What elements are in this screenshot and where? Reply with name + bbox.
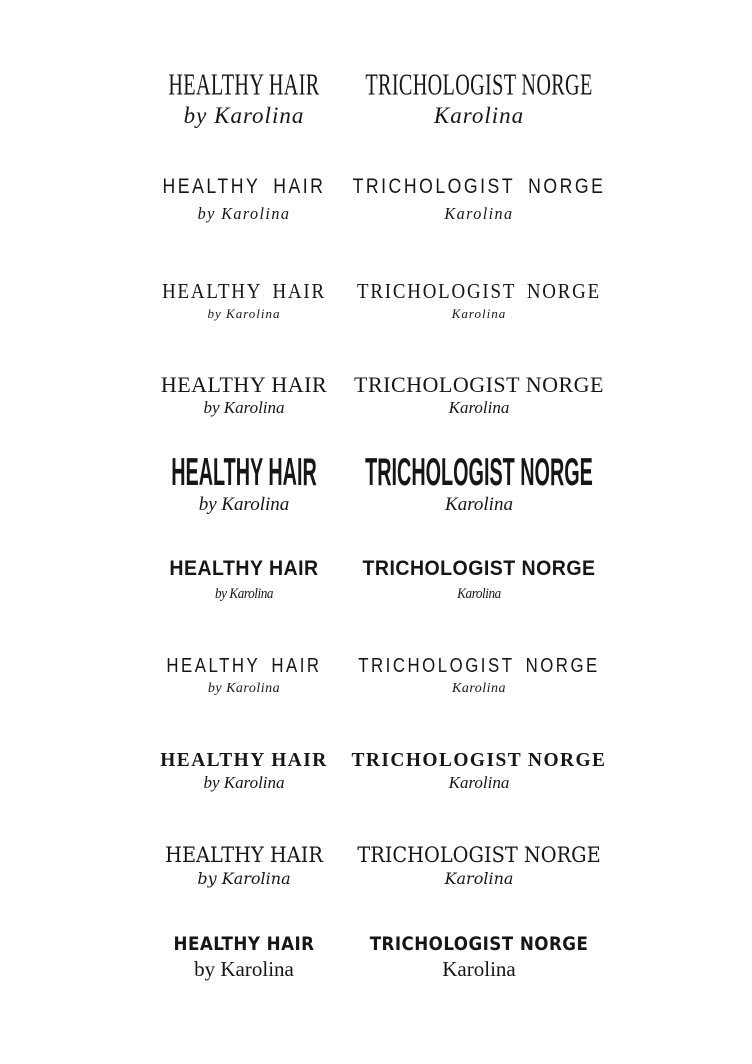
logo-trichologist-variant-10 [355, 935, 603, 980]
logo-sub-text: by Karolina [203, 773, 285, 792]
logo-sub-text: Karolina [457, 586, 501, 602]
logo-sub-text: by Karolina [197, 869, 291, 888]
logo-main-text: TRICHOLOGIST NORGE [357, 843, 601, 867]
logo-sub-text: Karolina [445, 494, 513, 515]
logo-main-text: HEALTHY HAIR [169, 557, 319, 580]
logo-sub-text: Karolina [448, 773, 510, 792]
logo-main-text: HEALTHY HAIR [160, 749, 328, 771]
logo-trichologist-variant-3 [343, 281, 614, 320]
logo-sub-text: Karolina [444, 869, 514, 888]
logo-main-text: TRICHOLOGIST NORGE [357, 279, 601, 303]
logo-main-text: TRICHOLOGIST NORGE [358, 655, 600, 677]
logo-sub-text: Karolina [451, 306, 507, 321]
logo-main-text: HEALTHY HAIR [165, 843, 323, 867]
logo-main-text: TRICHOLOGIST NORGE [362, 557, 596, 580]
logo-sub-text: by Karolina [198, 494, 290, 515]
logo-sub-text: by Karolina [203, 398, 285, 417]
logo-main-text: HEALTHY HAIR [162, 279, 326, 303]
logo-main-text: TRICHOLOGIST NORGE [352, 175, 606, 198]
logo-trichologist-variant-1 [321, 68, 637, 128]
logo-main-text: HEALTHY HAIR [173, 933, 315, 955]
logo-sub-text: by Karolina [194, 957, 294, 981]
logo-healthy-hair-variant-10 [164, 935, 324, 980]
logo-sub-text: Karolina [444, 204, 514, 223]
logo-trichologist-variant-6 [354, 558, 605, 602]
logo-trichologist-variant-2 [329, 176, 630, 222]
logo-healthy-hair-variant-1 [139, 68, 349, 128]
logo-main-text: HEALTHY HAIR [171, 449, 317, 494]
logo-sub-text: by Karolina [207, 681, 281, 696]
logo-main-text: TRICHOLOGIST NORGE [354, 372, 604, 397]
logo-main-text: TRICHOLOGIST NORGE [365, 68, 593, 103]
logo-sub-text: Karolina [433, 103, 525, 128]
logo-main-text: HEALTHY HAIR [162, 175, 326, 198]
logo-sub-text: Karolina [448, 398, 510, 417]
logo-sub-text: by Karolina [183, 103, 305, 128]
logo-main-text: HEALTHY HAIR [168, 68, 320, 103]
logo-healthy-hair-variant-9 [158, 845, 330, 887]
logo-sub-text: Karolina [451, 681, 507, 696]
logo-main-text: TRICHOLOGIST NORGE [365, 449, 593, 494]
logo-main-text: HEALTHY HAIR [166, 655, 322, 677]
logo-sub-text: by Karolina [197, 204, 291, 223]
logo-healthy-hair-variant-4 [161, 374, 327, 416]
logo-trichologist-variant-4 [354, 374, 604, 416]
logo-trichologist-variant-9 [347, 845, 612, 887]
logo-sub-text: Karolina [442, 957, 516, 981]
logo-main-text: TRICHOLOGIST NORGE [351, 749, 607, 771]
logo-trichologist-variant-7 [335, 656, 623, 696]
logo-sub-text: by Karolina [207, 306, 281, 321]
logo-healthy-hair-variant-3 [153, 281, 335, 320]
logo-sub-text: by Karolina [214, 586, 274, 602]
logo-main-text: TRICHOLOGIST NORGE [369, 933, 589, 955]
logo-healthy-hair-variant-6 [164, 558, 324, 602]
logo-trichologist-variant-8 [348, 750, 611, 791]
logo-healthy-hair-variant-2 [147, 176, 341, 222]
logo-trichologist-variant-5 [289, 449, 669, 515]
logo-healthy-hair-variant-7 [152, 656, 337, 696]
logo-healthy-hair-variant-8 [158, 750, 331, 791]
logo-main-text: HEALTHY HAIR [160, 372, 328, 397]
